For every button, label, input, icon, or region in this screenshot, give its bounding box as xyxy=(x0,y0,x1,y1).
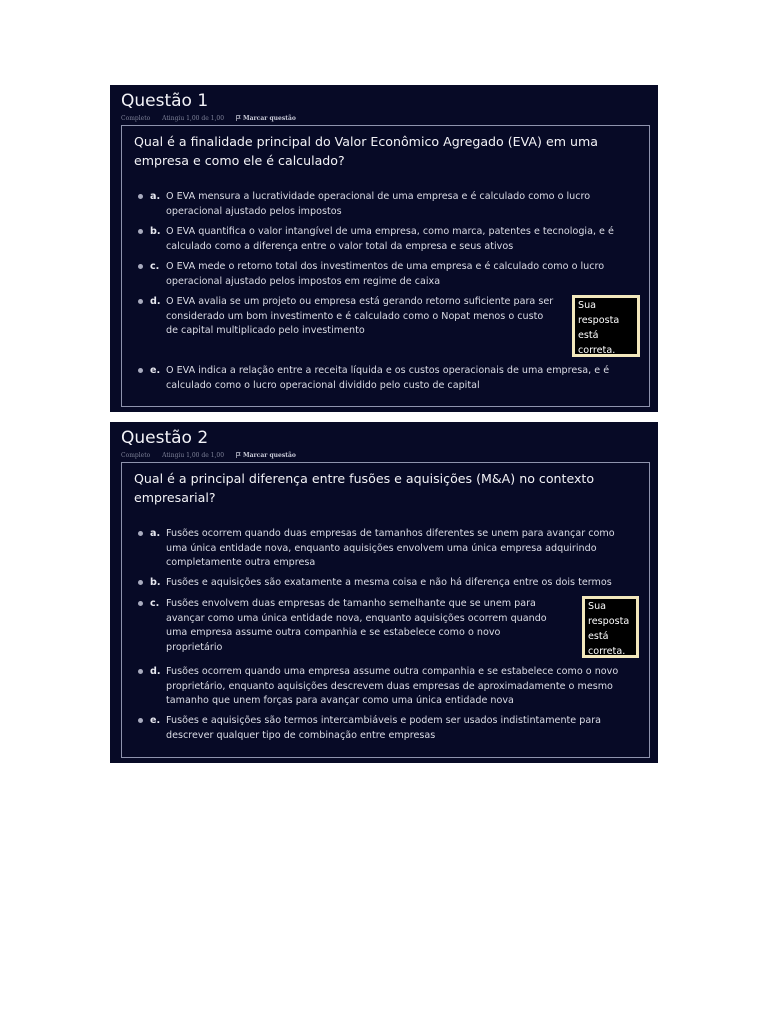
option-letter: d. xyxy=(150,296,161,307)
question-content xyxy=(121,125,650,407)
radio-button[interactable] xyxy=(138,718,143,723)
radio-button[interactable] xyxy=(138,531,143,536)
feedback-text: Sua xyxy=(588,601,607,612)
flag-icon xyxy=(236,115,241,121)
question-score: Atingiu 1,00 de 1,00 xyxy=(162,452,225,459)
feedback-box xyxy=(582,596,639,658)
option-text: Fusões e aquisições são exatamente a mesma coisa e não há diferença entre os dois termos xyxy=(166,577,612,588)
question-title: Questão 2 xyxy=(121,428,209,448)
radio-button[interactable] xyxy=(138,580,143,585)
option-letter: b. xyxy=(150,226,161,237)
feedback-text: Sua xyxy=(578,300,597,311)
option-text: O EVA mensura a lucratividade operacional de uma empresa e é calculado como o lucro operacional ajustado pelos impostos xyxy=(166,191,591,217)
radio-button[interactable] xyxy=(138,299,143,304)
option-letter: e. xyxy=(150,715,161,726)
question-status: Completo xyxy=(121,452,151,459)
feedback-text: está xyxy=(588,631,609,642)
flag-question-label: Marcar questão xyxy=(242,452,296,459)
feedback-text: correta. xyxy=(588,646,626,657)
radio-button[interactable] xyxy=(138,264,143,269)
question-text: Qual é a principal diferença entre fusões e aquisições (M&A) no contexto empresarial? xyxy=(134,471,595,505)
question-card-2 xyxy=(110,422,658,763)
radio-button[interactable] xyxy=(138,669,143,674)
option-letter: a. xyxy=(150,528,161,539)
question-meta xyxy=(121,452,306,459)
option-text: O EVA quantifica o valor intangível de uma empresa, como marca, patentes e tecnologia, e é calculado como a diferença entre o valor total da empresa e seus ativos xyxy=(166,226,614,252)
option-text: Fusões envolvem duas empresas de tamanho semelhante que se unem para avançar como uma única entidade nova, enquanto aquisições ocorrem quando uma empresa assume outra companhia e se estabelece como o novo proprietário xyxy=(166,598,547,653)
option-text: O EVA avalia se um projeto ou empresa está gerando retorno suficiente para ser considerado um bom investimento e é calculado como o Nopat menos o custo de capital multiplicado pelo investimento xyxy=(166,296,554,336)
question-status: Completo xyxy=(121,115,151,122)
question-content xyxy=(121,462,650,758)
flag-icon xyxy=(236,452,241,458)
flag-question-label: Marcar questão xyxy=(242,115,296,122)
option-text: Fusões ocorrem quando duas empresas de tamanhos diferentes se unem para avançar como uma única entidade nova, enquanto aquisições envolvem uma única empresa adquirindo completamente outra empresa xyxy=(166,528,615,568)
feedback-text: correta. xyxy=(578,345,616,356)
question-score: Atingiu 1,00 de 1,00 xyxy=(162,115,225,122)
option-letter: e. xyxy=(150,365,161,376)
question-text: Qual é a finalidade principal do Valor Econômico Agregado (EVA) em uma empresa e como ele é calculado? xyxy=(134,134,598,168)
feedback-text: resposta xyxy=(588,616,630,627)
radio-button[interactable] xyxy=(138,368,143,373)
option-letter: d. xyxy=(150,666,161,677)
feedback-box xyxy=(572,295,640,357)
option-letter: b. xyxy=(150,577,161,588)
option-text: O EVA mede o retorno total dos investimentos de uma empresa e é calculado como o lucro operacional ajustado pelos impostos em regime de caixa xyxy=(166,261,605,287)
option-text: Fusões e aquisições são termos intercambiáveis e podem ser usados indistintamente para descrever qualquer tipo de combinação entre empresas xyxy=(166,715,602,741)
option-text: Fusões ocorrem quando uma empresa assume outra companhia e se estabelece como o novo proprietário, enquanto aquisições descrevem duas empresas de aproximadamente o mesmo tamanho que unem forças para avançar como uma única entidade nova xyxy=(166,666,619,706)
feedback-text: resposta xyxy=(578,315,620,326)
option-text: O EVA indica a relação entre a receita líquida e os custos operacionais de uma empresa, e é calculado como o lucro operacional dividido pelo custo de capital xyxy=(166,365,610,391)
option-letter: c. xyxy=(150,261,160,272)
option-letter: a. xyxy=(150,191,161,202)
feedback-text: está xyxy=(578,330,599,341)
flag-question-link[interactable] xyxy=(236,452,296,459)
radio-button[interactable] xyxy=(138,601,143,606)
question-title: Questão 1 xyxy=(121,91,209,111)
question-meta xyxy=(121,115,306,122)
option-letter: c. xyxy=(150,598,160,609)
radio-button[interactable] xyxy=(138,194,143,199)
question-card-1 xyxy=(110,85,658,412)
radio-button[interactable] xyxy=(138,229,143,234)
flag-question-link[interactable] xyxy=(236,115,296,122)
